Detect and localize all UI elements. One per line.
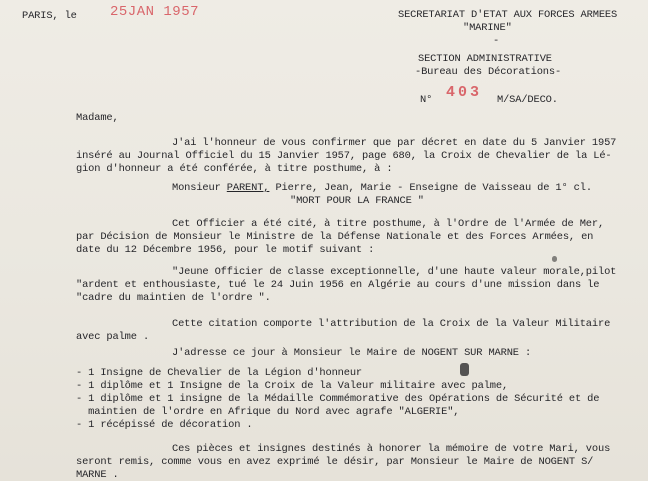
ink-speck [552,256,557,262]
paragraph-2-line-2: par Décision de Monsieur le Ministre de la Défense Nationale et des Forces Armées, en [76,231,594,243]
item-4: - 1 récépissé de décoration . [76,419,253,431]
ref-number: 403 [446,84,483,101]
paragraph-1-line-2: inséré au Journal Officiel du 15 Janvier 1957, page 680, la Croix de Chevalier de la Lé- [76,150,612,162]
honoree-mention: "MORT POUR LA FRANCE " [290,195,424,207]
honoree-line [172,182,592,195]
ink-smudge [460,363,469,376]
citation-line-1: "Jeune Officier de classe exceptionnelle, d'une haute valeur morale,pilot [172,266,617,278]
org-line-1: SECRETARIAT D'ETAT AUX FORCES ARMEES [398,9,618,21]
honoree-rest: Pierre, Jean, Marie - Enseigne de Vaisseau de 1° cl. [269,182,592,194]
honoree-prefix: Monsieur [172,182,227,194]
paragraph-4: J'adresse ce jour à Monsieur le Maire de NOGENT SUR MARNE : [172,347,532,359]
paragraph-3-line-2: avec palme . [76,331,150,343]
paragraph-1-line-1: J'ai l'honneur de vous confirmer que par décret en date du 5 Janvier 1957 [172,137,617,149]
ref-suffix: M/SA/DECO. [497,94,558,106]
citation-line-3: "cadre du maintien de l'ordre ". [76,292,271,304]
item-2: - 1 diplôme et 1 Insigne de la Croix de la Valeur militaire avec palme, [76,380,509,392]
paragraph-1-line-3: gion d'honneur a été conférée, à titre posthume, à : [76,163,393,175]
header-dash: - [493,35,500,47]
section-title: SECTION ADMINISTRATIVE [418,53,552,65]
bureau-title: -Bureau des Décorations- [415,66,562,78]
paragraph-3-line-1: Cette citation comporte l'attribution de la Croix de la Valeur Militaire [172,318,611,330]
honoree-surname: PARENT, [226,182,270,194]
paragraph-5-line-3: MARNE . [76,469,119,481]
paragraph-5-line-1: Ces pièces et insignes destinés à honorer la mémoire de votre Mari, vous [172,443,611,455]
date-stamp: 25JAN 1957 [110,4,200,20]
item-3: - 1 diplôme et 1 insigne de la Médaille Commémorative des Opérations de Sécurité et de [76,393,600,405]
ref-no-label: N° [420,94,433,106]
item-1: - 1 Insigne de Chevalier de la Légion d'honneur [76,367,363,379]
org-line-2: "MARINE" [463,22,512,34]
citation-line-2: "ardent et enthousiaste, tué le 24 Juin 1956 en Algérie au cours d'une mission dans le [76,279,600,291]
place-label: PARIS, le [22,10,77,22]
paragraph-2-line-3: date du 12 Décembre 1956, pour le motif suivant : [76,244,375,256]
paragraph-2-line-1: Cet Officier a été cité, à titre posthume, à l'Ordre de l'Armée de Mer, [172,218,605,230]
item-3-continued: maintien de l'ordre en Afrique du Nord avec agrafe "ALGERIE", [76,406,460,418]
salutation: Madame, [76,112,119,124]
paragraph-5-line-2: seront remis, comme vous en avez exprimé le désir, par Monsieur le Maire de NOGENT S/ [76,456,594,468]
